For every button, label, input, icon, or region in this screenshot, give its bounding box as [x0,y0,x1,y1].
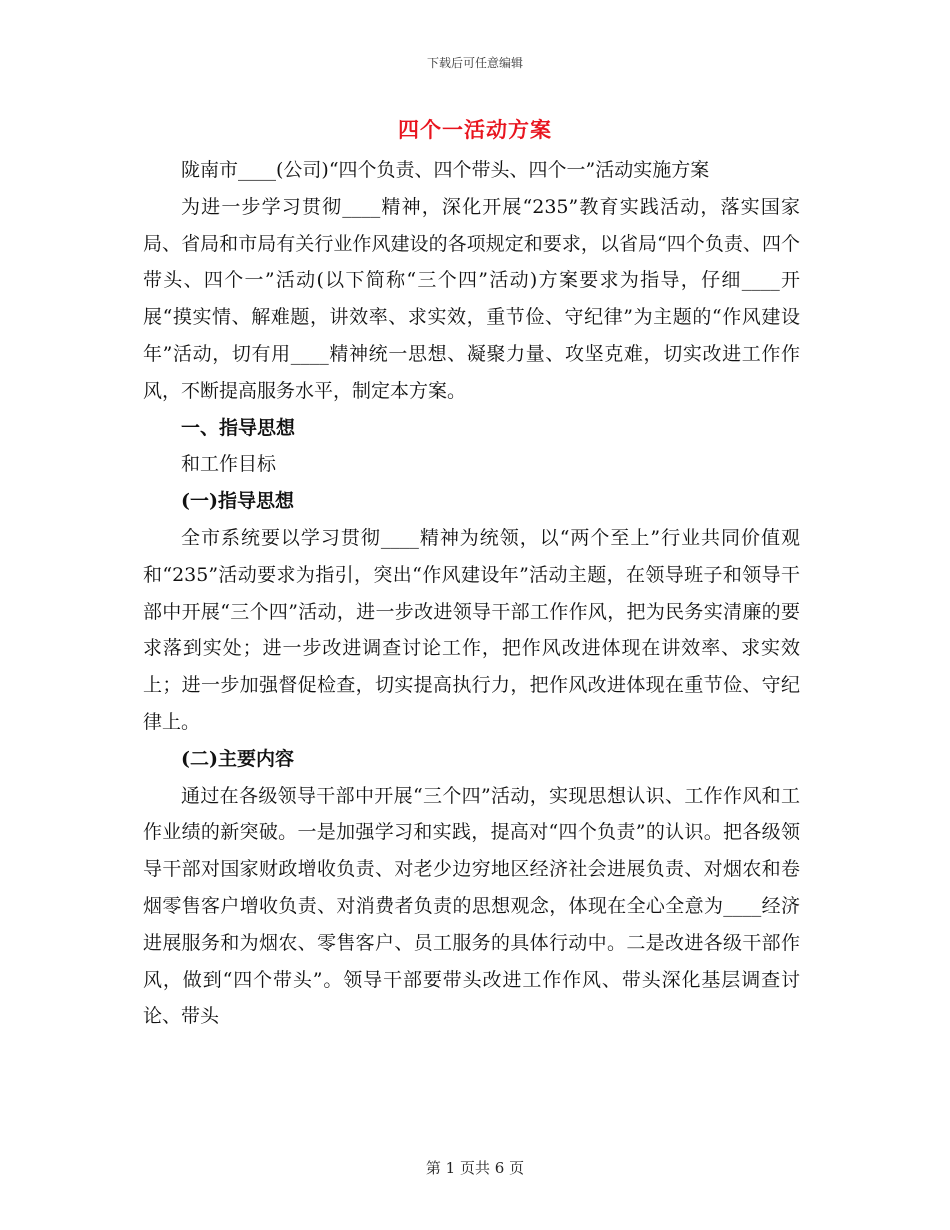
subsection-heading-guiding-thought: (一)指导思想 [181,490,294,513]
section-heading-guiding-thought: 一、指导思想 [181,416,296,439]
paragraph-guiding-thought: 全市系统要以学习贯彻____精神为统领，以“两个至上”行业共同价值观和“235”活动要求为指引，突出“作风建设年”活动主题，在领导班子和领导干部中开展“三个四”活动，进一步改进领导干部工作作风，把为民务实清廉的要求落到实处；进一步改进调查讨论工作，把作风改进体现在讲效率、求实效上；进一步加强督促检查，切实提高执行力，把作风改进体现在重节俭、守纪律上。 [143,526,800,733]
page-footer: 第 1 页共 6 页 [425,1159,525,1177]
document-title: 四个一活动方案 [398,117,552,142]
paragraph-work-goals: 和工作目标 [181,453,277,476]
subsection-heading-main-content: (二)主要内容 [181,747,294,770]
paragraph-main-content: 通过在各级领导干部中开展“三个四”活动，实现思想认识、工作作风和工作业绩的新突破。一是加强学习和实践，提高对“四个负责”的认识。把各级领导干部对国家财政增收负责、对老少边穷地区经济社会进展负责、对烟农和卷烟零售客户增收负责、对消费者负责的思想观念，体现在全心全意为____经济进展服务和为烟农、零售客户、员工服务的具体行动中。二是改进各级干部作风，做到“四个带头”。领导干部要带头改进工作作风、带头深化基层调查讨论、带头 [143,784,800,1028]
paragraph-intro: 为进一步学习贯彻____精神，深化开展“235”教育实践活动，落实国家局、省局和市局有关行业作风建设的各项规定和要求，以省局“四个负责、四个带头、四个一”活动(以下简称“三个四”活动)方案要求为指导，仔细____开展“摸实情、解难题，讲效率、求实效，重节俭、守纪律”为主题的“作风建设年”活动，切有用____精神统一思想、凝聚力量、攻坚克难，切实改进工作作风，不断提高服务水平，制定本方案。 [143,195,800,402]
document-body [143,152,800,1035]
paragraph-plan-name: 陇南市____(公司)“四个负责、四个带头、四个一”活动实施方案 [181,159,710,181]
header-note: 下载后可任意编辑 [426,56,523,70]
